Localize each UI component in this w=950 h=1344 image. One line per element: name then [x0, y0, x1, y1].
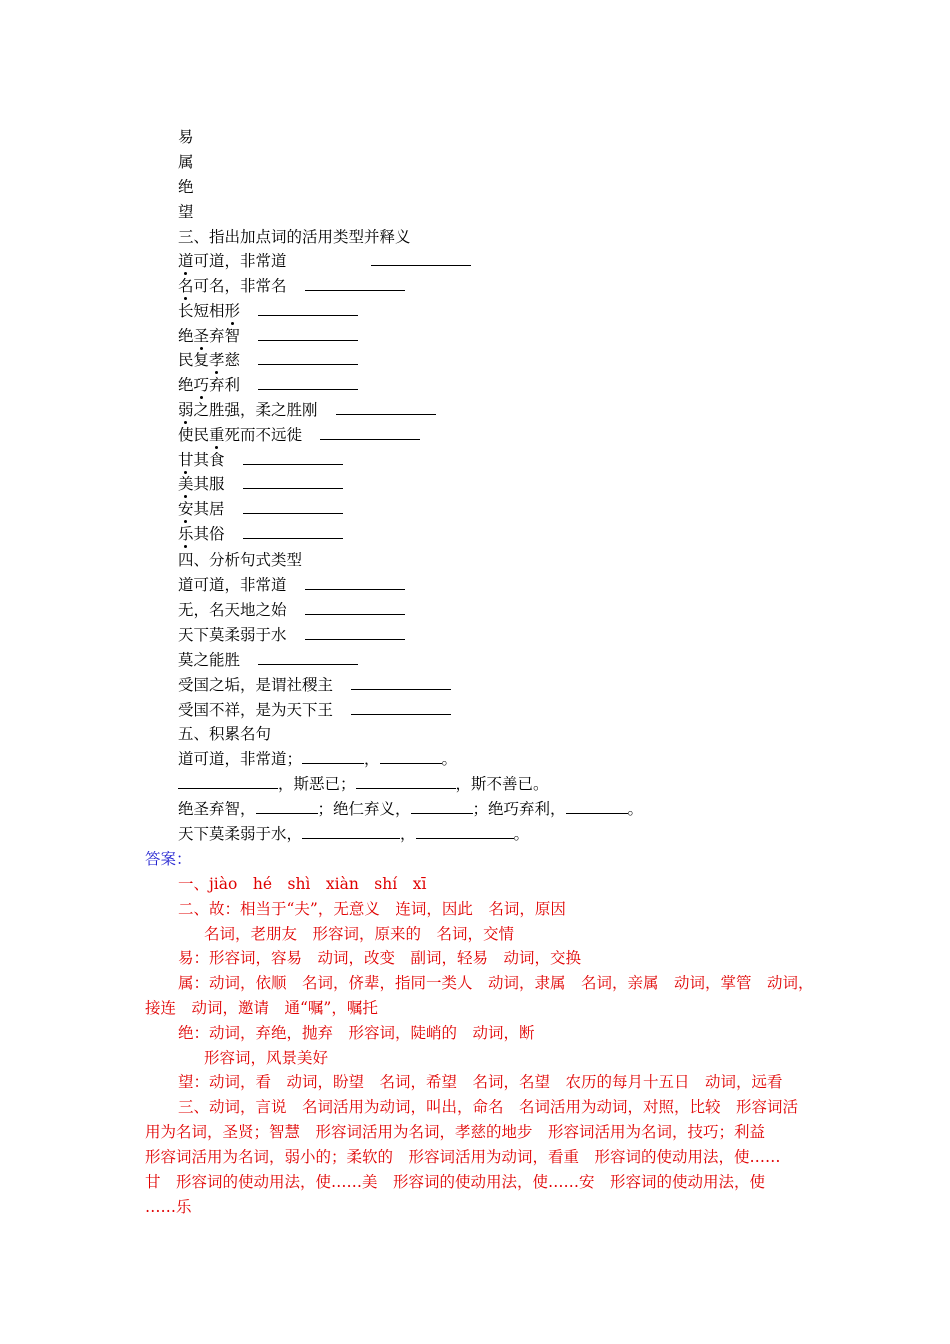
answer-line: 形容词活用为名词，弱小的；柔软的 形容词活用为动词，看重 形容词的使动用法，使……	[145, 1148, 781, 1166]
answer-blank[interactable]	[356, 774, 456, 789]
answer-line: 用为名词，圣贤；智慧 形容词活用为名词，孝慈的地步 形容词活用为名词，技巧；利益	[145, 1123, 766, 1141]
section4-title: 四、分析句式类型	[178, 551, 303, 569]
s4-item: 天下莫柔弱于水	[178, 625, 405, 645]
s4-item: 无，名天地之始	[178, 600, 405, 620]
answer-blank[interactable]	[305, 575, 405, 590]
answer-line: 一、jiào hé shì xiàn shí xī	[178, 875, 427, 893]
answer-blank[interactable]	[380, 749, 442, 764]
s5-line4: 天下莫柔弱于水， ， 。	[178, 825, 530, 843]
answer-line: 接连 动词，邀请 通“嘱”，嘱托	[145, 999, 378, 1017]
s4-item: 莫之能胜	[178, 650, 358, 670]
s3-item: 安其居	[178, 499, 343, 519]
answer-blank[interactable]	[258, 326, 358, 341]
answer-blank[interactable]	[243, 524, 343, 539]
answer-blank[interactable]	[566, 799, 628, 814]
answer-blank[interactable]	[258, 301, 358, 316]
s3-item: 绝巧弃利	[178, 375, 358, 395]
answer-line: 形容词，风景美好	[204, 1049, 329, 1067]
answer-blank[interactable]	[305, 276, 405, 291]
word-shu: 属	[178, 153, 194, 171]
answer-blank[interactable]	[243, 450, 343, 465]
answer-blank[interactable]	[351, 700, 451, 715]
s3-item: 使民重死而不远徙	[178, 425, 420, 445]
s3-item: 美其服	[178, 474, 343, 494]
answer-line: ……乐	[145, 1198, 192, 1216]
s3-item: 道可道，非常道	[178, 251, 471, 271]
answer-line: 绝：动词，弃绝，抛弃 形容词，陡峭的 动词，断	[178, 1024, 535, 1042]
answer-line: 易：形容词，容易 动词，改变 副词，轻易 动词，交换	[178, 949, 582, 967]
s3-item: 长短相形	[178, 301, 358, 321]
answer-blank[interactable]	[411, 799, 473, 814]
answer-line: 二、故：相当于“夫”，无意义 连词，因此 名词，原因	[178, 900, 566, 918]
s4-item: 道可道，非常道	[178, 575, 405, 595]
answer-blank[interactable]	[256, 799, 318, 814]
answer-blank[interactable]	[351, 675, 451, 690]
s3-item: 甘其食	[178, 450, 343, 470]
answer-blank[interactable]	[336, 400, 436, 415]
answer-line: 属：动词，依顺 名词，侪辈，指同一类人 动词，隶属 名词，亲属 动词，掌管 动词，	[178, 974, 814, 992]
section3-title: 三、指出加点词的活用类型并释义	[178, 228, 411, 246]
answer-line: 甘 形容词的使动用法，使……美 形容词的使动用法，使……安 形容词的使动用法，使	[145, 1173, 766, 1191]
answer-blank[interactable]	[320, 425, 420, 440]
word-yi: 易	[178, 128, 194, 146]
s3-item: 绝圣弃智	[178, 326, 358, 346]
s5-line2: ，斯恶已； ，斯不善已。	[178, 774, 549, 794]
answer-blank[interactable]	[178, 774, 278, 789]
answers-title: 答案：	[145, 850, 192, 868]
answer-blank[interactable]	[258, 650, 358, 665]
answer-blank[interactable]	[305, 600, 405, 615]
answer-line: 三、动词，言说 名词活用为动词，叫出，命名 名词活用为动词，对照，比较 形容词活	[178, 1098, 799, 1116]
answer-blank[interactable]	[243, 499, 343, 514]
answer-blank[interactable]	[302, 824, 400, 839]
answer-blank[interactable]	[302, 749, 364, 764]
s3-item: 乐其俗	[178, 524, 343, 544]
word-wang: 望	[178, 203, 194, 221]
s5-line3: 绝圣弃智， ；绝仁弃义， ；绝巧弃利， 。	[178, 800, 644, 818]
answer-blank[interactable]	[305, 625, 405, 640]
section5-title: 五、积累名句	[178, 725, 272, 743]
answer-line: 望：动词，看 动词，盼望 名词，希望 名词，名望 农历的每月十五日 动词，远看	[178, 1073, 783, 1091]
s3-item: 弱之胜强，柔之胜刚	[178, 400, 436, 420]
answer-blank[interactable]	[243, 474, 343, 489]
answer-blank[interactable]	[371, 251, 471, 266]
s3-item: 民复孝慈	[178, 350, 358, 370]
answer-blank[interactable]	[416, 824, 514, 839]
answer-line: 名词，老朋友 形容词，原来的 名词，交情	[204, 925, 515, 943]
s4-item: 受国不祥，是为天下王	[178, 700, 451, 720]
s4-item: 受国之垢，是谓社稷主	[178, 675, 451, 695]
word-jue: 绝	[178, 178, 194, 196]
answer-blank[interactable]	[258, 375, 358, 390]
answer-blank[interactable]	[258, 350, 358, 365]
s3-item: 名可名，非常名	[178, 276, 405, 296]
s5-line1: 道可道，非常道； ， 。	[178, 750, 458, 768]
